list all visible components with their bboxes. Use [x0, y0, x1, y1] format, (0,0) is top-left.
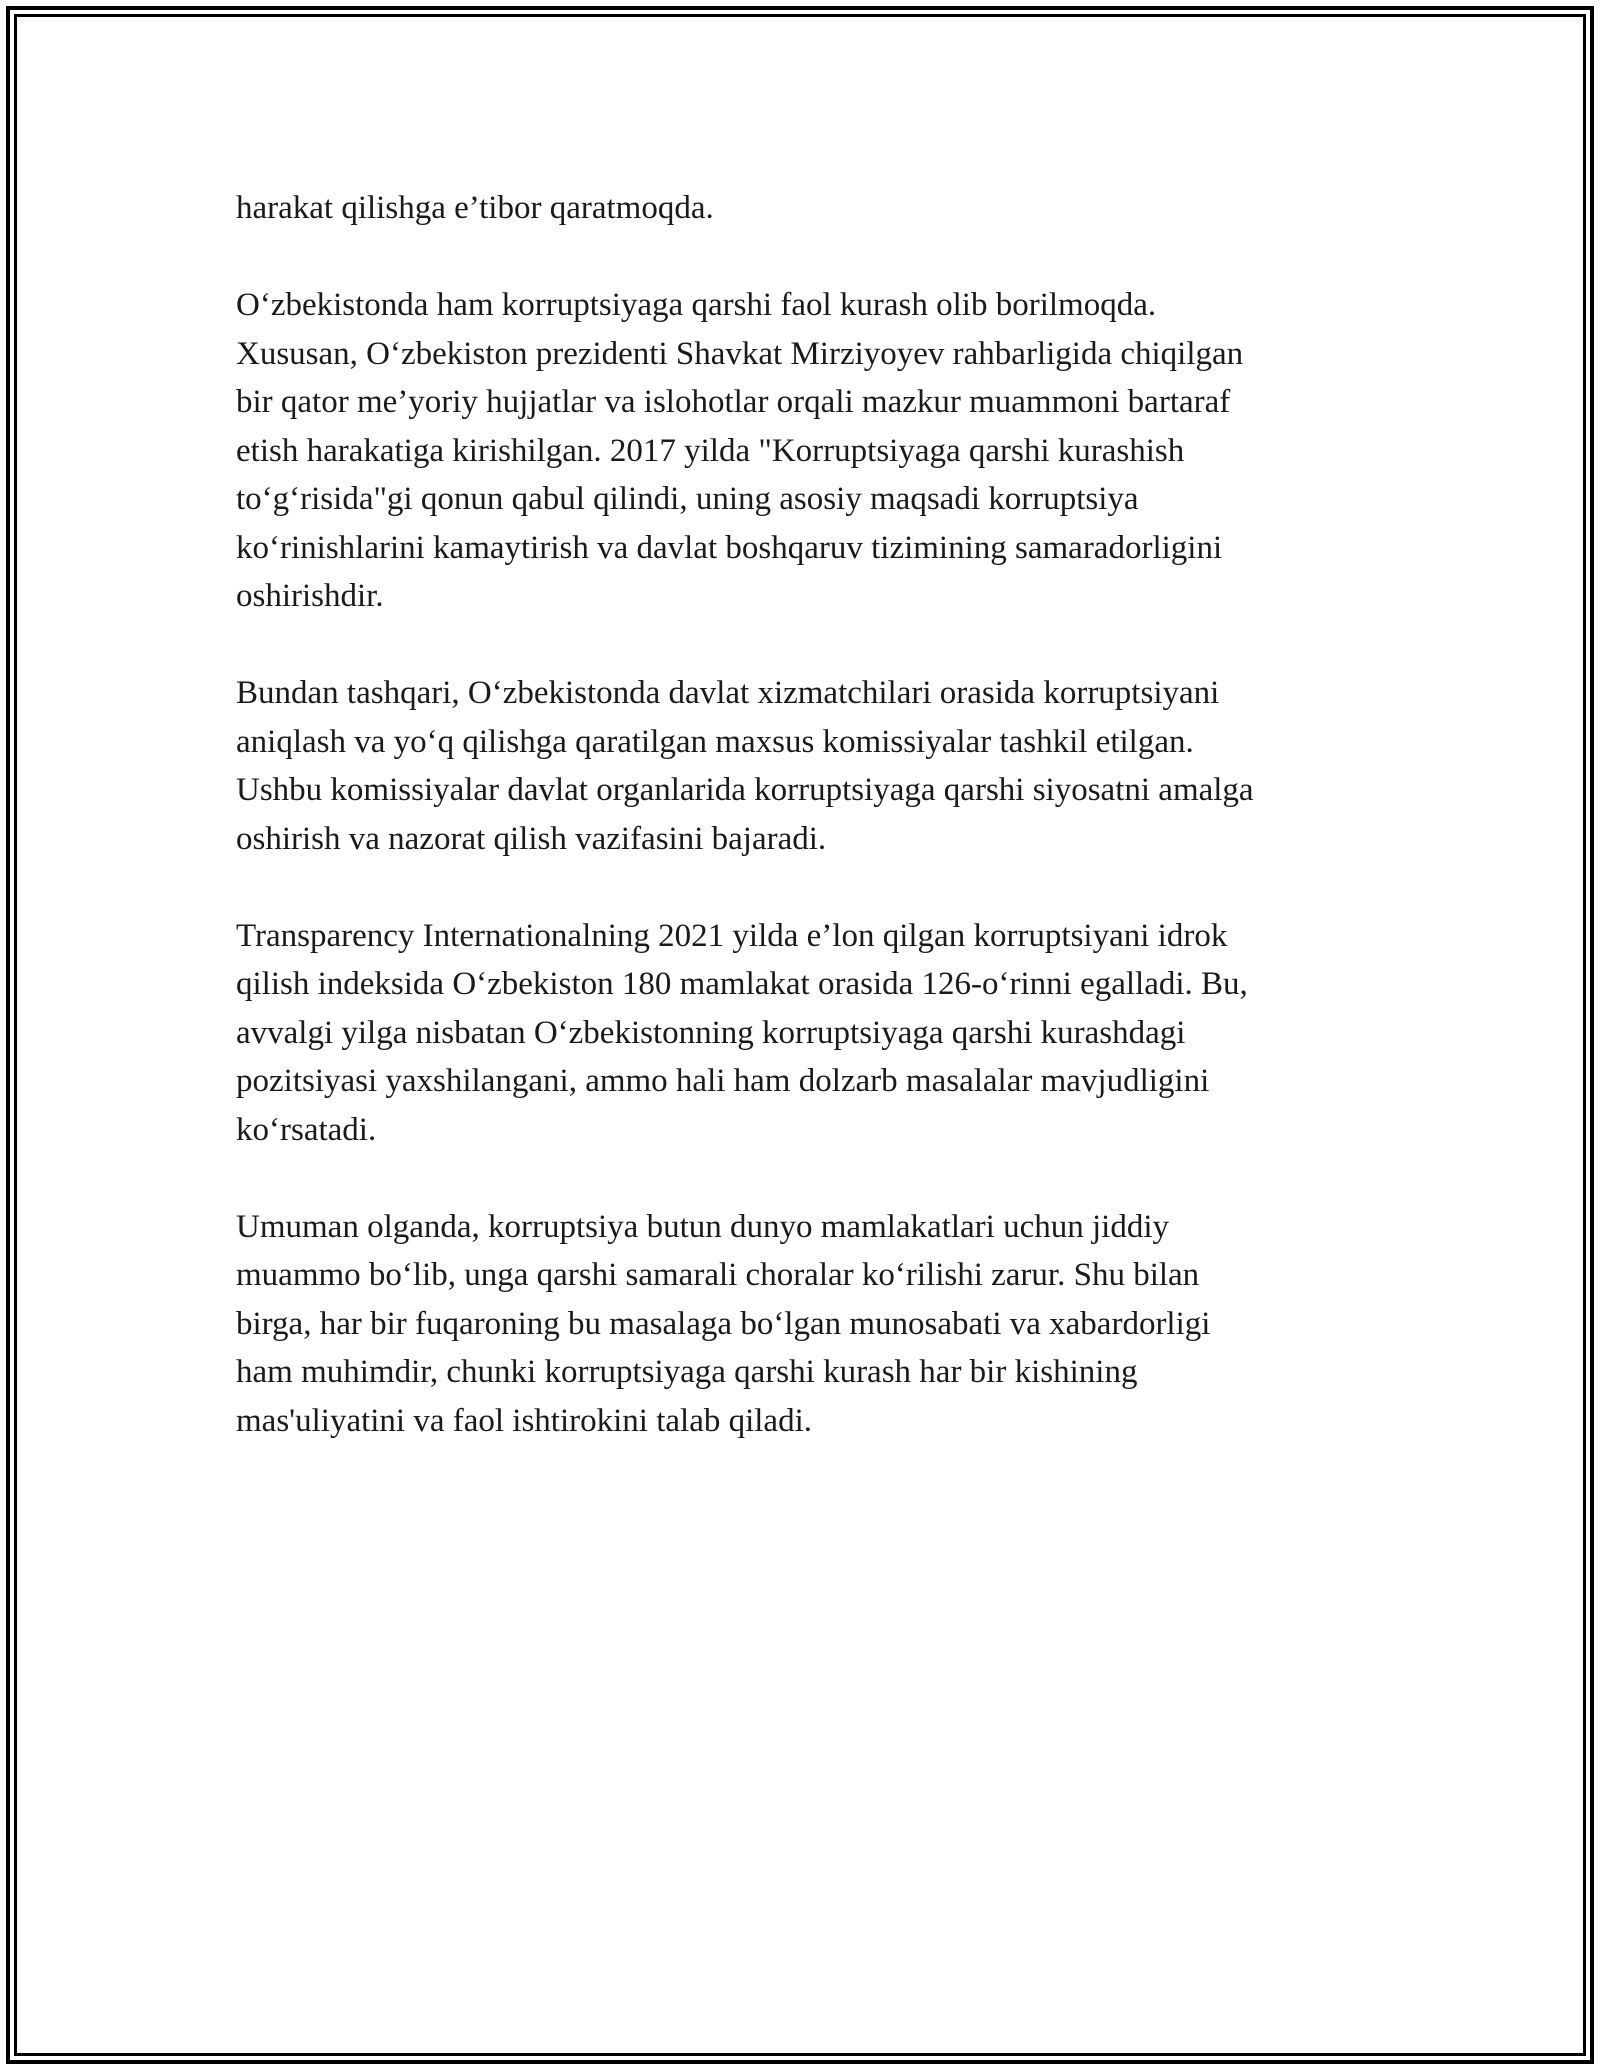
paragraph-2 — [236, 281, 1416, 621]
paragraph-gap — [236, 863, 1416, 912]
paragraph-5 — [236, 1203, 1416, 1446]
text-line: Transparency Internationalning 2021 yilda e’lon qilgan korruptsiyani idrok — [236, 917, 1228, 954]
text-line: mas'uliyatini va faol ishtirokini talab qiladi. — [236, 1402, 813, 1439]
text-line: pozitsiyasi yaxshilangani, ammo hali ham dolzarb masalalar mavjudligini — [236, 1063, 1210, 1099]
text-line: aniqlash va yo‘q qilishga qaratilgan maxsus komissiyalar tashkil etilgan. — [236, 723, 1194, 760]
paragraph-gap — [236, 621, 1416, 670]
text-line: Umuman olganda, korruptsiya butun dunyo mamlakatlari uchun jiddiy — [236, 1208, 1169, 1245]
paragraph-1 — [236, 184, 1416, 233]
text-line: muammo bo‘lib, unga qarshi samarali choralar ko‘rilishi zarur. Shu bilan — [236, 1257, 1200, 1293]
text-line: O‘zbekistonda ham korruptsiyaga qarshi faol kurash olib borilmoqda. — [236, 287, 1157, 323]
text-line: oshirishdir. — [236, 578, 384, 614]
paragraph-gap — [236, 233, 1416, 282]
text-line: Bundan tashqari, O‘zbekistonda davlat xizmatchilari orasida korruptsiyani — [236, 675, 1220, 711]
text-line: birga, har bir fuqaroning bu masalaga bo‘lgan munosabati va xabardorligi — [236, 1305, 1211, 1342]
text-line: harakat qilishga e’tibor qaratmoqda. — [236, 190, 714, 226]
text-line: qilish indeksida O‘zbekiston 180 mamlakat orasida 126-o‘rinni egalladi. Bu, — [236, 966, 1248, 1002]
document-body — [236, 184, 1416, 1445]
text-line: to‘g‘risida"gi qonun qabul qilindi, uning asosiy maqsadi korruptsiya — [236, 481, 1139, 517]
paragraph-gap — [236, 1154, 1416, 1203]
text-line: bir qator me’yoriy hujjatlar va islohotlar orqali mazkur muammoni bartaraf — [236, 384, 1231, 420]
paragraph-3 — [236, 669, 1416, 863]
text-line: avvalgi yilga nisbatan O‘zbekistonning korruptsiyaga qarshi kurashdagi — [236, 1014, 1186, 1051]
text-line: ko‘rsatadi. — [236, 1111, 377, 1148]
paragraph-4 — [236, 912, 1416, 1155]
text-line: Xususan, O‘zbekiston prezidenti Shavkat Mirziyoyev rahbarligida chiqilgan — [236, 335, 1244, 372]
text-line: Ushbu komissiyalar davlat organlarida korruptsiyaga qarshi siyosatni amalga — [236, 772, 1254, 808]
text-line: ko‘rinishlarini kamaytirish va davlat boshqaruv tizimining samaradorligini — [236, 529, 1223, 566]
text-line: etish harakatiga kirishilgan. 2017 yilda "Korruptsiyaga qarshi kurashish — [236, 432, 1185, 469]
text-line: ham muhimdir, chunki korruptsiyaga qarshi kurash har bir kishining — [236, 1354, 1138, 1390]
text-line: oshirish va nazorat qilish vazifasini bajaradi. — [236, 820, 827, 857]
